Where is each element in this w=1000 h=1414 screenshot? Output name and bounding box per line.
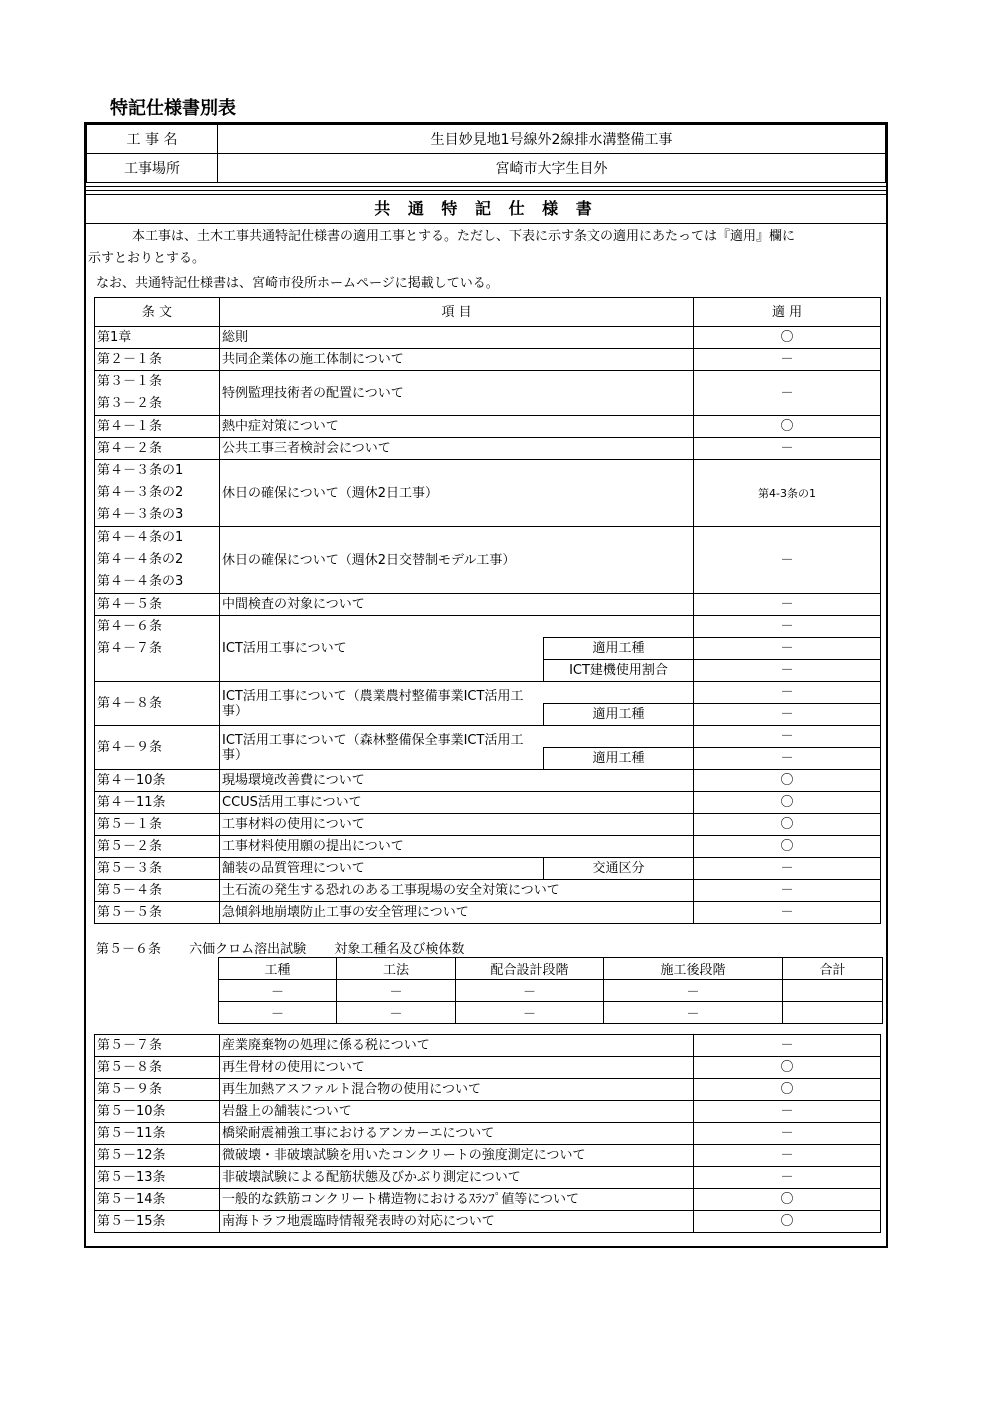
sub-item-cell: 適用工種 bbox=[544, 704, 694, 726]
empty-cell bbox=[544, 726, 694, 748]
item-cell: 急傾斜地崩壊防止工事の安全管理について bbox=[220, 902, 694, 924]
article-cell: 第５－13条 bbox=[95, 1167, 220, 1189]
sub-cell: － bbox=[604, 1002, 783, 1024]
article-cell: 第５－３条 bbox=[95, 858, 220, 880]
chromium-test-table bbox=[218, 957, 883, 1024]
project-name-value: 生目妙見地1号線外2線排水溝整備工事 bbox=[218, 125, 886, 154]
article-cell: 第２－１条 bbox=[95, 349, 220, 371]
sub-cell bbox=[783, 1002, 883, 1024]
hexavalent-chromium-heading bbox=[96, 938, 488, 957]
project-location-label: 工事場所 bbox=[87, 154, 218, 183]
item-cell: ICT活用工事について（森林整備保全事業ICT活用工事） bbox=[220, 726, 544, 770]
table-row bbox=[95, 1189, 881, 1211]
intro-line-2: 示すとおりとする。 bbox=[88, 251, 206, 266]
article-cell: 第５－10条 bbox=[95, 1101, 220, 1123]
apply-cell: － bbox=[694, 349, 881, 371]
table-row bbox=[95, 1211, 881, 1233]
spec-table bbox=[94, 297, 881, 924]
article-line: 第４－３条の1 bbox=[97, 463, 184, 478]
table-row bbox=[95, 460, 881, 527]
sub-col-header: 施工後段階 bbox=[604, 958, 783, 980]
apply-cell: － bbox=[694, 1145, 881, 1167]
article-cell: 第５－15条 bbox=[95, 1211, 220, 1233]
apply-cell: 〇 bbox=[694, 1189, 881, 1211]
item-cell: 工事材料使用願の提出について bbox=[220, 836, 694, 858]
article-cell: 第５－８条 bbox=[95, 1057, 220, 1079]
table-row bbox=[95, 1101, 881, 1123]
item-cell: 総則 bbox=[220, 327, 694, 349]
project-name-label: 工 事 名 bbox=[87, 125, 218, 154]
article-line: 第４－７条 bbox=[97, 641, 163, 656]
table-row bbox=[95, 371, 881, 416]
apply-cell: － bbox=[694, 1167, 881, 1189]
table-row bbox=[95, 594, 881, 616]
apply-cell: － bbox=[694, 638, 881, 660]
article-cell: 第５－７条 bbox=[95, 1035, 220, 1057]
header-table bbox=[86, 124, 886, 183]
table-row bbox=[95, 1035, 881, 1057]
item-cell: 特例監理技術者の配置について bbox=[220, 371, 694, 416]
divider-line bbox=[86, 190, 888, 191]
section-title: 共 通 特 記 仕 様 書 bbox=[86, 194, 886, 224]
article-line: 第３－１条 bbox=[97, 374, 163, 389]
six-article: 第５－６条 bbox=[96, 942, 162, 957]
col-header-item: 項 目 bbox=[220, 298, 694, 327]
item-cell: 土石流の発生する恐れのある工事現場の安全対策について bbox=[220, 880, 694, 902]
article-cell bbox=[95, 460, 220, 527]
apply-cell: 〇 bbox=[694, 416, 881, 438]
item-cell: 工事材料の使用について bbox=[220, 814, 694, 836]
article-line: 第４－６条 bbox=[97, 619, 163, 634]
apply-cell: － bbox=[694, 902, 881, 924]
table-row bbox=[95, 1079, 881, 1101]
sub-item-cell: ICT建機使用割合 bbox=[544, 660, 694, 682]
item-cell: 産業廃棄物の処理に係る税について bbox=[220, 1035, 694, 1057]
table-row bbox=[95, 327, 881, 349]
item-cell: 岩盤上の舗装について bbox=[220, 1101, 694, 1123]
sub-col-header: 工法 bbox=[337, 958, 456, 980]
sub-item-cell: 交通区分 bbox=[544, 858, 694, 880]
item-cell: 現場環境改善費について bbox=[220, 770, 694, 792]
table-row bbox=[95, 726, 881, 748]
article-cell: 第４－５条 bbox=[95, 594, 220, 616]
apply-cell: － bbox=[694, 682, 881, 704]
table-header-row bbox=[95, 298, 881, 327]
table-row bbox=[95, 349, 881, 371]
apply-cell: － bbox=[694, 1123, 881, 1145]
article-cell: 第５－２条 bbox=[95, 836, 220, 858]
divider-line bbox=[86, 186, 888, 187]
apply-cell: 〇 bbox=[694, 1079, 881, 1101]
table-row bbox=[95, 858, 881, 880]
sub-cell: － bbox=[219, 1002, 337, 1024]
apply-cell: － bbox=[694, 527, 881, 594]
table-row bbox=[95, 1123, 881, 1145]
table-row bbox=[95, 814, 881, 836]
apply-cell: 〇 bbox=[694, 1211, 881, 1233]
sub-table-row bbox=[219, 980, 883, 1002]
table-row bbox=[95, 438, 881, 460]
sub-cell: － bbox=[604, 980, 783, 1002]
apply-cell: － bbox=[694, 704, 881, 726]
item-cell: 微破壊・非破壊試験を用いたコンクリートの強度測定について bbox=[220, 1145, 694, 1167]
article-line: 第３－２条 bbox=[97, 396, 163, 411]
item-cell: 舗装の品質管理について bbox=[220, 858, 544, 880]
apply-cell: 〇 bbox=[694, 814, 881, 836]
article-cell: 第1章 bbox=[95, 327, 220, 349]
col-header-article: 条 文 bbox=[95, 298, 220, 327]
table-row bbox=[95, 836, 881, 858]
apply-cell: － bbox=[694, 858, 881, 880]
table-row bbox=[95, 770, 881, 792]
item-cell: 中間検査の対象について bbox=[220, 594, 694, 616]
article-cell: 第４－２条 bbox=[95, 438, 220, 460]
article-cell: 第５－４条 bbox=[95, 880, 220, 902]
article-line: 第４－４条の1 bbox=[97, 530, 184, 545]
article-cell: 第５－５条 bbox=[95, 902, 220, 924]
article-line: 第４－４条の3 bbox=[97, 574, 184, 589]
sub-table-row bbox=[219, 1002, 883, 1024]
table-row bbox=[95, 682, 881, 704]
col-header-apply: 適 用 bbox=[694, 298, 881, 327]
intro-line-1: 本工事は、土木工事共通特記仕様書の適用工事とする。ただし、下表に示す条文の適用にあたっては『適用』欄に bbox=[132, 229, 796, 244]
sub-cell: － bbox=[456, 1002, 604, 1024]
article-cell: 第５－９条 bbox=[95, 1079, 220, 1101]
empty-cell bbox=[544, 616, 694, 638]
item-cell: 休日の確保について（週休2日交替制モデル工事） bbox=[220, 527, 694, 594]
item-cell: 熱中症対策について bbox=[220, 416, 694, 438]
article-line: 第４－４条の2 bbox=[97, 552, 184, 567]
table-row bbox=[95, 616, 881, 638]
apply-cell: 第4-3条の1 bbox=[694, 460, 881, 527]
article-cell: 第４－11条 bbox=[95, 792, 220, 814]
article-cell: 第５－11条 bbox=[95, 1123, 220, 1145]
apply-cell: 〇 bbox=[694, 792, 881, 814]
item-cell: ICT活用工事について（農業農村整備事業ICT活用工事） bbox=[220, 682, 544, 726]
item-cell: 南海トラフ地震臨時情報発表時の対応について bbox=[220, 1211, 694, 1233]
table-row bbox=[95, 1167, 881, 1189]
article-cell: 第５－１条 bbox=[95, 814, 220, 836]
apply-cell: 〇 bbox=[694, 327, 881, 349]
article-cell bbox=[95, 527, 220, 594]
apply-cell: － bbox=[694, 371, 881, 416]
sub-col-header: 合計 bbox=[783, 958, 883, 980]
apply-cell: － bbox=[694, 748, 881, 770]
item-cell: ICT活用工事について bbox=[220, 616, 544, 682]
apply-cell: 〇 bbox=[694, 1057, 881, 1079]
article-cell: 第５－12条 bbox=[95, 1145, 220, 1167]
apply-cell: － bbox=[694, 660, 881, 682]
table-row bbox=[95, 880, 881, 902]
article-line: 第４－３条の2 bbox=[97, 485, 184, 500]
header-row-location bbox=[87, 154, 886, 183]
article-line: 第４－３条の3 bbox=[97, 507, 184, 522]
table-row bbox=[95, 527, 881, 594]
empty-cell bbox=[544, 682, 694, 704]
apply-cell: － bbox=[694, 880, 881, 902]
table-row bbox=[95, 792, 881, 814]
sub-cell: － bbox=[219, 980, 337, 1002]
six-test-name: 六価クロム溶出試験 bbox=[189, 942, 307, 957]
apply-cell: － bbox=[694, 726, 881, 748]
sub-col-header: 配合設計段階 bbox=[456, 958, 604, 980]
article-cell: 第４－１条 bbox=[95, 416, 220, 438]
apply-cell: － bbox=[694, 1101, 881, 1123]
article-cell: 第４－９条 bbox=[95, 726, 220, 770]
table-row bbox=[95, 1057, 881, 1079]
sub-cell: － bbox=[456, 980, 604, 1002]
sub-col-header: 工種 bbox=[219, 958, 337, 980]
item-cell: 共同企業体の施工体制について bbox=[220, 349, 694, 371]
article-cell: 第４－８条 bbox=[95, 682, 220, 726]
document-title: 特記仕様書別表 bbox=[110, 98, 236, 119]
item-cell: 橋梁耐震補強工事におけるアンカーエについて bbox=[220, 1123, 694, 1145]
item-cell: 再生骨材の使用について bbox=[220, 1057, 694, 1079]
article-cell: 第５－14条 bbox=[95, 1189, 220, 1211]
sub-cell bbox=[783, 980, 883, 1002]
sub-item-cell: 適用工種 bbox=[544, 638, 694, 660]
article-cell bbox=[95, 371, 220, 416]
article-cell bbox=[95, 616, 220, 682]
item-cell: 非破壊試験による配筋状態及びかぶり測定について bbox=[220, 1167, 694, 1189]
table-row bbox=[95, 416, 881, 438]
item-cell: 再生加熱アスファルト混合物の使用について bbox=[220, 1079, 694, 1101]
intro-line-3: なお、共通特記仕様書は、宮崎市役所ホームページに掲載している。 bbox=[96, 276, 499, 291]
table-row bbox=[95, 1145, 881, 1167]
article-cell: 第４－10条 bbox=[95, 770, 220, 792]
apply-cell: 〇 bbox=[694, 770, 881, 792]
item-cell: 休日の確保について（週休2日工事） bbox=[220, 460, 694, 527]
spec-table-continued bbox=[94, 1034, 881, 1233]
apply-cell: － bbox=[694, 1035, 881, 1057]
header-row-project bbox=[87, 125, 886, 154]
item-cell: 公共工事三者検討会について bbox=[220, 438, 694, 460]
apply-cell: 〇 bbox=[694, 836, 881, 858]
sub-item-cell: 適用工種 bbox=[544, 748, 694, 770]
apply-cell: － bbox=[694, 616, 881, 638]
item-cell: 一般的な鉄筋コンクリート構造物におけるｽﾗﾝﾌﾟ値等について bbox=[220, 1189, 694, 1211]
apply-cell: － bbox=[694, 438, 881, 460]
sub-cell: － bbox=[337, 1002, 456, 1024]
table-row bbox=[95, 902, 881, 924]
six-target: 対象工種名及び検体数 bbox=[334, 942, 465, 957]
item-cell: CCUS活用工事について bbox=[220, 792, 694, 814]
apply-cell: － bbox=[694, 594, 881, 616]
sub-header-row bbox=[219, 958, 883, 980]
project-location-value: 宮崎市大字生目外 bbox=[218, 154, 886, 183]
sub-cell: － bbox=[337, 980, 456, 1002]
